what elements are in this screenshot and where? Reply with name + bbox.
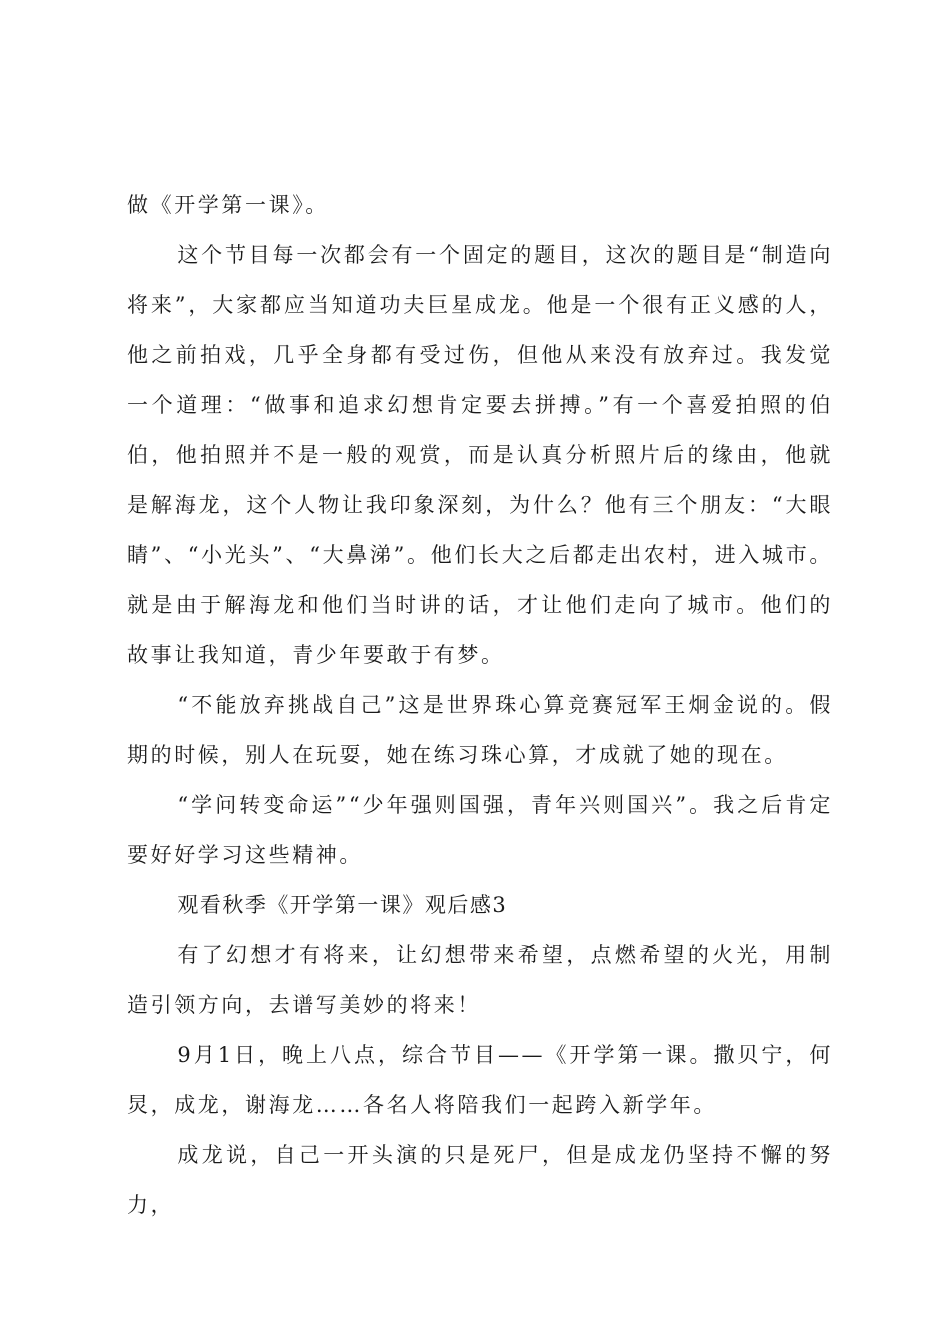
paragraph-september-first: 9月1日，晚上八点，综合节目——《开学第一课。撒贝宁，何炅，成龙，谢海龙……各名人将陪我们一起跨入新学年。 bbox=[127, 1043, 833, 1117]
paragraph-abacus-champion: “不能放弃挑战自己”这是世界珠心算竞赛冠军王炯金说的。假期的时候，别人在玩耍，她在练习珠心算，才成就了她的现在。 bbox=[127, 693, 833, 767]
document-page bbox=[127, 180, 833, 1230]
paragraph-continuation: 做《开学第一课》。 bbox=[127, 193, 329, 217]
paragraph-jackie-chan-perseverance: 成龙说，自己一开头演的只是死尸，但是成龙仍坚持不懈的努力， bbox=[127, 1143, 833, 1217]
paragraph-dreams-future: 有了幻想才有将来，让幻想带来希望，点燃希望的火光，用制造引领方向，去谱写美妙的将来！ bbox=[127, 943, 833, 1017]
paragraph-jackie-chan-xie-hailong: 这个节目每一次都会有一个固定的题目，这次的题目是“制造向将来”，大家都应当知道功夫巨星成龙。他是一个很有正义感的人，他之前拍戏，几乎全身都有受过伤，但他从来没有放弃过。我发觉一个道理：“做事和追求幻想肯定要去拼搏。”有一个喜爱拍照的伯伯，他拍照并不是一般的观赏，而是认真分析照片后的缘由，他就是解海龙，这个人物让我印象深刻，为什么？他有三个朋友：“大眼睛”、“小光头”、“大鼻涕”。他们长大之后都走出农村，进入城市。就是由于解海龙和他们当时讲的话，才让他们走向了城市。他们的故事让我知道，青少年要敢于有梦。 bbox=[127, 243, 833, 667]
paragraph-knowledge-changes-fate: “学问转变命运”“少年强则国强，青年兴则国兴”。我之后肯定要好好学习这些精神。 bbox=[127, 793, 833, 867]
section-heading: 观看秋季《开学第一课》观后感3 bbox=[177, 893, 508, 917]
